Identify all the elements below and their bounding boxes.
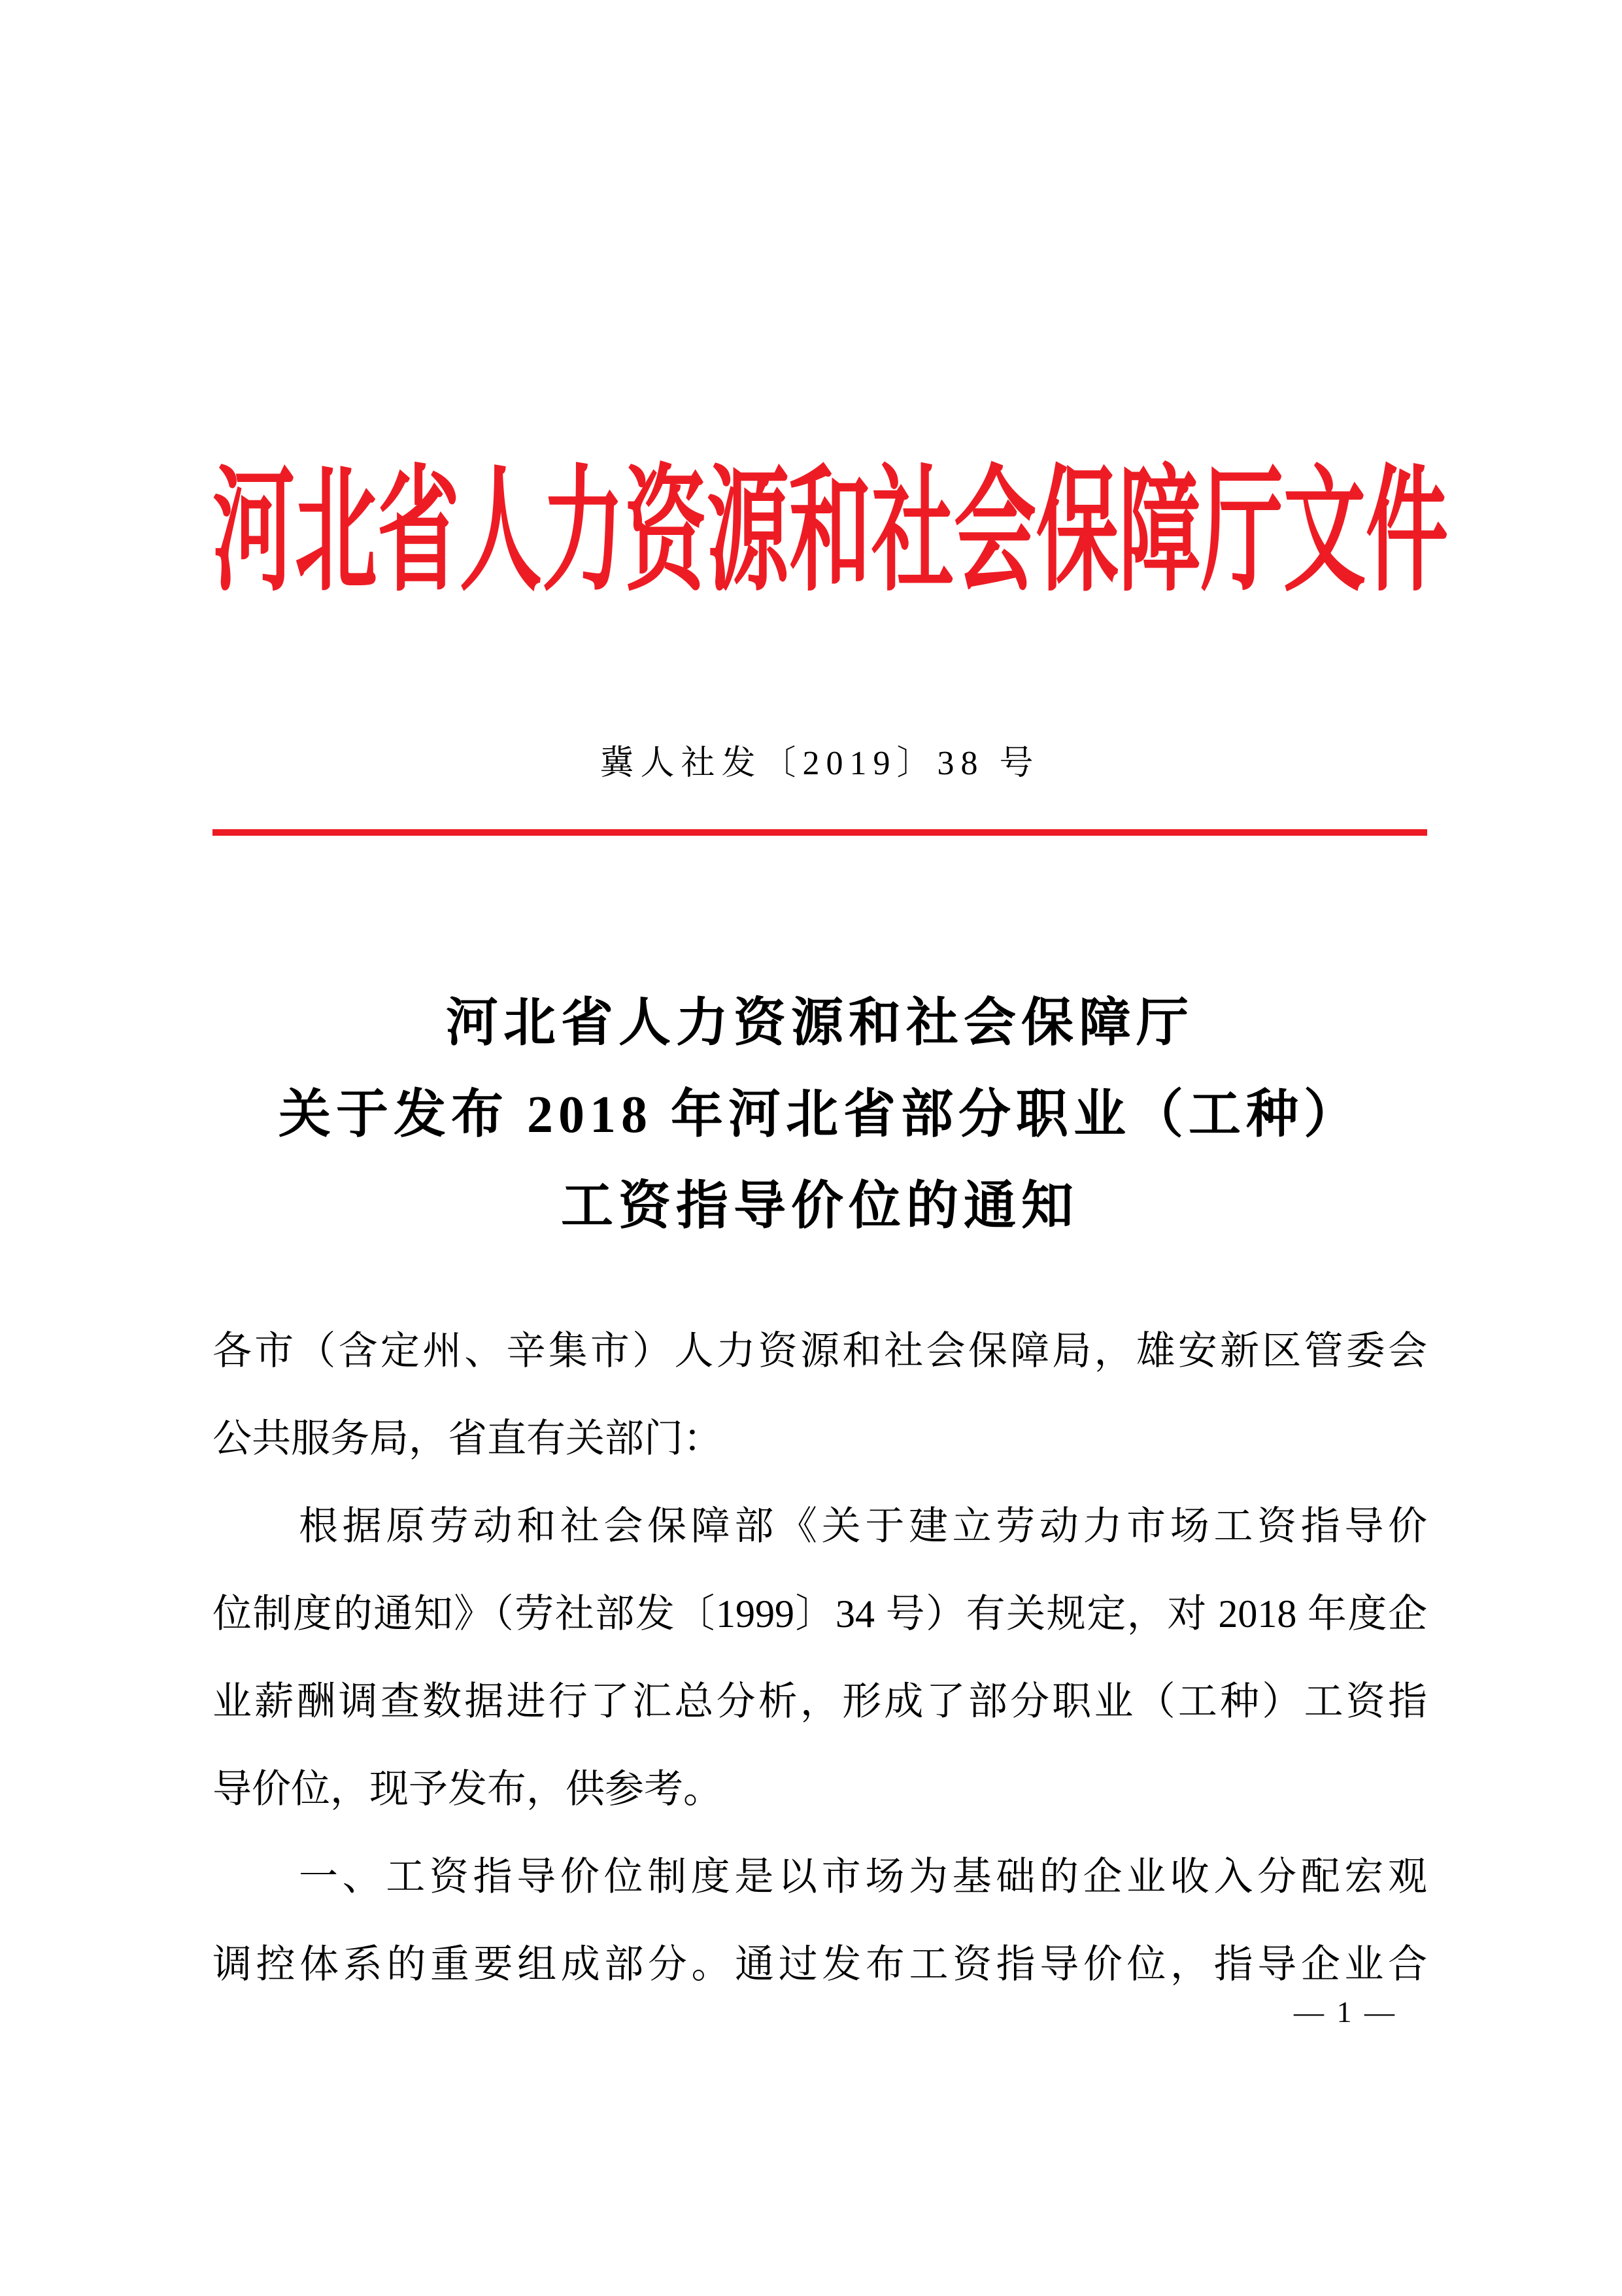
notice-title <box>212 978 1427 1252</box>
body-line: 各市（含定州、辛集市）人力资源和社会保障局，雄安新区管委会 <box>212 1329 1427 1373</box>
body-line: 调控体系的重要组成部分。通过发布工资指导价位，指导企业合 <box>212 1943 1427 1986</box>
body-line: 导价位，现予发布，供参考。 <box>212 1768 722 1811</box>
notice-title-line-1: 河北省人力资源和社会保障厅 <box>446 995 1194 1052</box>
body-line: 业薪酬调查数据进行了汇总分析，形成了部分职业（工种）工资指 <box>212 1680 1427 1723</box>
notice-title-line-2: 关于发布 2018 年河北省部分职业（工种） <box>279 1086 1361 1144</box>
body-line: 一、工资指导价位制度是以市场为基础的企业收入分配宏观 <box>299 1855 1427 1898</box>
red-divider <box>212 829 1427 836</box>
notice-title-line-3: 工资指导价位的通知 <box>561 1178 1079 1235</box>
body-line: 公共服务局，省直有关部门： <box>212 1417 722 1460</box>
page-number: — 1 — <box>1294 1995 1397 2029</box>
body-line: 位制度的通知》（劳社部发〔1999〕34 号）有关规定，对 2018 年度企 <box>212 1592 1427 1636</box>
red-banner-title: 河北省人力资源和社会保障厅文件 <box>212 458 1448 608</box>
body-line: 根据原劳动和社会保障部《关于建立劳动力市场工资指导价 <box>299 1505 1427 1548</box>
body-paragraphs <box>212 1307 1427 2008</box>
doc-number: 冀人社发〔2019〕38 号 <box>600 745 1040 782</box>
